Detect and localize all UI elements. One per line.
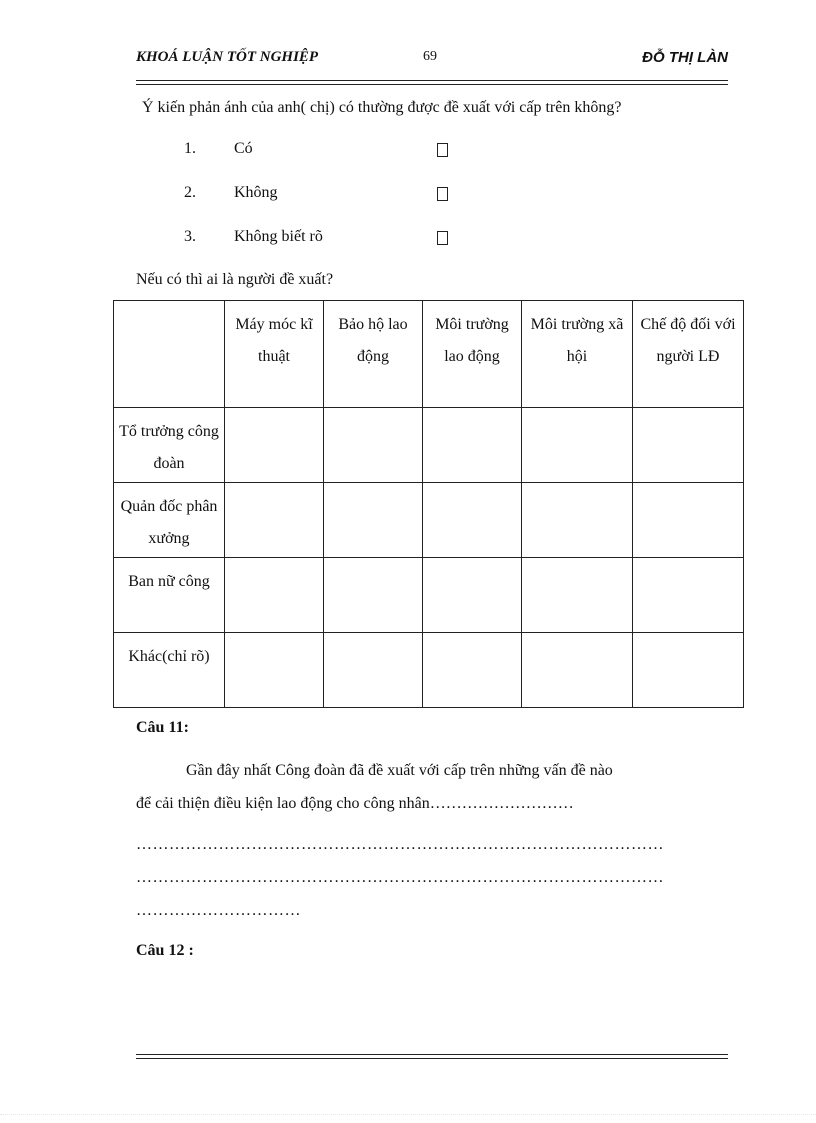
answer-line[interactable]: …………………………………………………………………………………… — [136, 869, 664, 886]
header-title: KHOÁ LUẬN TỐT NGHIỆP — [136, 49, 319, 65]
column-header: Môi trường xã hội — [522, 301, 633, 408]
table-cell[interactable] — [423, 483, 522, 558]
column-header: Môi trường lao động — [423, 301, 522, 408]
header-rule-top — [136, 80, 728, 81]
option-label: Không — [234, 184, 278, 201]
table-cell[interactable] — [522, 483, 633, 558]
option-label: Không biết rõ — [234, 228, 323, 245]
table-cell[interactable] — [633, 408, 744, 483]
page-edge-divider — [0, 1114, 816, 1115]
footer-rule-top — [136, 1054, 728, 1055]
column-header: Máy móc kĩ thuật — [225, 301, 324, 408]
table-cell[interactable] — [522, 558, 633, 633]
question-11-title: Câu 11: — [136, 719, 189, 736]
table-row — [114, 558, 744, 633]
table-cell[interactable] — [225, 558, 324, 633]
column-header: Bảo hộ lao động — [324, 301, 423, 408]
option-number: 2. — [184, 184, 196, 201]
table-cell[interactable] — [423, 558, 522, 633]
table-cell[interactable] — [633, 558, 744, 633]
proposer-table — [113, 300, 744, 708]
table-row — [114, 483, 744, 558]
option-checkbox[interactable] — [437, 143, 448, 157]
footer-rule-bottom — [136, 1058, 728, 1059]
table-cell[interactable] — [225, 408, 324, 483]
answer-line[interactable]: …………………………………………………………………………………… — [136, 836, 664, 853]
table-cell[interactable] — [423, 633, 522, 708]
table-corner-cell — [114, 301, 225, 408]
table-cell[interactable] — [423, 408, 522, 483]
option-number: 3. — [184, 228, 196, 245]
option-checkbox[interactable] — [437, 187, 448, 201]
question-11-line1: Gần đây nhất Công đoàn đã đề xuất với cấp trên những vấn đề nào — [186, 762, 613, 779]
question-11-line2: để cải thiện điều kiện lao động cho công nhân……………………… — [136, 795, 574, 812]
table-cell[interactable] — [633, 633, 744, 708]
row-header: Quản đốc phân xưởng — [114, 483, 225, 558]
table-cell[interactable] — [324, 483, 423, 558]
answer-line[interactable]: ………………………… — [136, 902, 301, 919]
question-intro: Ý kiến phản ánh của anh( chị) có thường được đề xuất với cấp trên không? — [142, 99, 622, 116]
header-author: ĐỖ THỊ LÀN — [642, 49, 728, 66]
table-cell[interactable] — [225, 483, 324, 558]
option-number: 1. — [184, 140, 196, 157]
table-row — [114, 408, 744, 483]
table-header-row — [114, 301, 744, 408]
column-header: Chế độ đối với người LĐ — [633, 301, 744, 408]
table-cell[interactable] — [225, 633, 324, 708]
table-cell[interactable] — [324, 558, 423, 633]
option-label: Có — [234, 140, 253, 157]
row-header: Tổ trưởng công đoàn — [114, 408, 225, 483]
page-number: 69 — [423, 49, 437, 64]
row-header: Khác(chỉ rõ) — [114, 633, 225, 708]
header-rule-bottom — [136, 84, 728, 85]
table-cell[interactable] — [324, 633, 423, 708]
row-header: Ban nữ công — [114, 558, 225, 633]
question-12-title: Câu 12 : — [136, 942, 194, 959]
table-cell[interactable] — [324, 408, 423, 483]
table-cell[interactable] — [522, 633, 633, 708]
table-row — [114, 633, 744, 708]
table-cell[interactable] — [633, 483, 744, 558]
followup-question: Nếu có thì ai là người đề xuất? — [136, 271, 334, 288]
option-checkbox[interactable] — [437, 231, 448, 245]
table-cell[interactable] — [522, 408, 633, 483]
